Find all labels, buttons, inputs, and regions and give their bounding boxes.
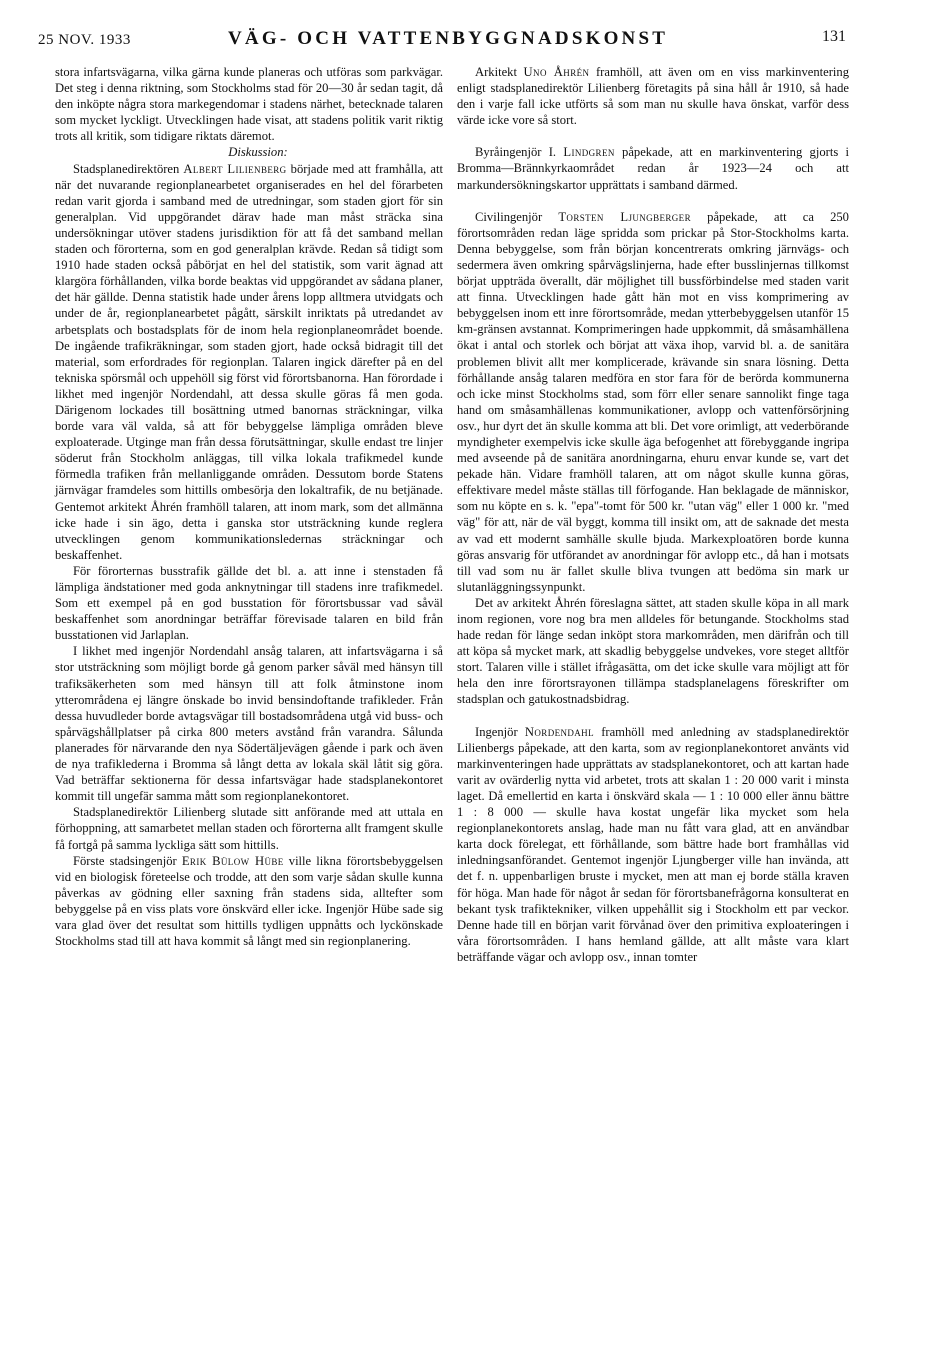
paragraph: För förorternas busstrafik gällde det bl. a. att inne i stenstaden få lämpliga ändstationer med goda anknytningar till stadens inre trafikmedel. Som ett exempel på en god busstation för förortsbussar vad såväl beskaffenhet som anordningar beträffar förevisade talaren en bild från busstationen vid Jarlaplan. xyxy=(55,563,443,643)
speaker-name: Torsten Ljungberger xyxy=(558,209,691,224)
speaker-name: Nordendahl xyxy=(524,724,594,739)
paragraph-text: Byråingenjör I. xyxy=(475,145,557,160)
paragraph xyxy=(457,64,849,128)
paragraph xyxy=(55,161,443,563)
page-number: 131 xyxy=(822,28,846,45)
paragraph-text: Förste stadsingenjör xyxy=(73,853,177,868)
speaker-name: Albert Lilienberg xyxy=(183,161,287,176)
right-column xyxy=(457,64,849,965)
paragraph-text: påpekade, att ca 250 förortsområden redan läge spridda som prickar på Stor-Stockholms karta. Denna bebyggelse, som från början koncentrerats omkring järnvägs- och sedermera även omkring spårvägslinjerna, hade efter busslinjernas tillkomst börjat uppträda överallt, där möjlighet till bussförbindelse med staden varit att finna. Utvecklingen hade gått hän mot en viss komprimering av bebyggelsen inom ett inre förortsområde, medan ytterbebyggelsen utanför 15 km-gränsen avstannat. Komprimeringen hade uppkommit, då småsamhällena ökat i antal och storlek och börjat att växa ihop, varvid bl. a. de sanitära problemen blivit allt mer komplicerade, krävande sin snara lösning. Detta förhållande ansåg talaren medföra en stor fara för de berörda kommunerna och icke minst Stockholms stad, som förr eller senare sannolikt finge taga hand om småsamhällenas kommunikationer, avlopp och vattenförsörjning osv., hur dyrt det än skulle komma att bli. Det vore orimligt, att vederbörande myndigheter exempelvis icke skulle äga befogenhet att förebyggande ingripa med avseende på de sanitära anordningarna, ehuru envar kunde se, vart det pekade hän. Vidare framhöll talaren, att om något skulle kunna göras, effektivare medel måste ställas till förfogande. Han beklagade de människor, som nu köpte en s. k. "epa"-tomt för 500 kr. "utan väg" eller 1 000 kr. "med väg" för att, när de väl byggt, komma till insikt om, att de saknade det mesta av vad ett modernt samhälle skulle bjuda. Markexploatören borde kunna göras ansvarig för utförandet av anordningar för avlopp etc., då han i motsats till vad som nu är fallet skulle bliva tvungen att bedöma sin mark ur slutanläggningssynpunkt. xyxy=(457,209,849,594)
paragraph xyxy=(55,853,443,950)
page-header xyxy=(38,28,846,54)
paragraph xyxy=(457,209,849,595)
section-heading: Diskussion: xyxy=(228,145,288,160)
paragraph-text: framhöll, att även om en viss markinventering enligt stadsplanedirektör Lilienberg företagits på sina håll år 1910, så hade den i varje fall icke utförts så som man nu skulle hava önskat, varför dess värde icke vore så stort. xyxy=(457,65,849,128)
paragraph-text: Stadsplanedirektören xyxy=(73,161,180,176)
journal-title: VÄG- OCH VATTENBYGGNADSKONST xyxy=(228,28,669,49)
paragraph-text: Ingenjör xyxy=(475,724,518,739)
paragraph: I likhet med ingenjör Nordendahl ansåg talaren, att infartsvägarna i så stor utsträckning som möjligt borde gå genom parker såväl med hänsyn till trafiksäkerheten som med hänsyn till att folk åtminstone inom ytterområdena ej längre önskade bo invid bensindoftande trafikleder. Från dessa huvudleder borde avtagsvägar till bostadsområdena utgå vid buss- och spårvägshållplatser på cirka 800 meters avstånd från varandra. Sålunda planerades för närvarande den nya Södertäljevägen gående i park och även de nya trafiklederna i Bromma så långt detta av lokala skäl låtit sig göra. Vad beträffar sektionerna för dessa infartsvägar hade stadsplanekontoret kommit till ungefär samma mått som regionplanekontoret. xyxy=(55,644,443,804)
left-column xyxy=(55,64,443,949)
paragraph-text: började med att framhålla, att när det nuvarande regionplanearbetet organiserades en hel del förarbeten redan varit gjorda i samband med de utredningar, som staden gjort för sin generalplan. Vid uppgörandet därav hade man måst sträcka sina undersökningar utöver stadens jurisdiktion för att få det samband mellan staden och förorterna, som en god generalplan krävde. Redan så tidigt som 1910 hade staden också påbörjat en hel del statistik, som varit ägnad att klargöra förhållanden, vilka borde beaktas vid uppgörandet av sådana planer, det här gällde. Denna statistik hade under årens lopp alltmera utvidgats och under de år, regionplanearbetet pågått, särskilt inriktats på utredandet av arbetsplats och bostadsplats för de inom hela regionplaneområdet boende. De ingående trafikräkningar, som staden gjort, hade också bidragit till det material, som erfordrades för regionplan. Talaren ingick därefter på en del tekniska spörsmål och uppehöll sig först vid förortsbanorna. Han förordade i likhet med ingenjör Nordendahl, att dessa skulle göras få men goda. Därigenom lockades till bosättning utmed banornas sträckningar, vilka borde vara väl valda, så att för bebyggelse lämpliga områden bleve exploaterade. Utginge man från dessa förutsättningar, skulle endast tre linjer söderut från Stockholm anläggas, till vilka lokala trafikmedel kunde förmedla trafiken från mellanliggande områden. Dessutom borde Statens järnvägar framdeles som hittills ombesörja den lokaltrafik, de nu betjänade. Gentemot arkitekt Åhrén framhöll talaren, att inom mark, som det allmänna icke hade i sin ägo, detta i ganska stor utsträckning kunde reglera utvecklingen genom kommunikationsledernas sträckningar och beskaffenhet. xyxy=(55,161,443,562)
paragraph: Det av arkitekt Åhrén föreslagna sättet, att staden skulle köpa in all mark inom regionen, vore nog bra men alldeles för betungande. Stockholms stad hade redan för länge sedan inköpt stora markområden, men därifrån och till att köpa så mycket mark, att skadlig bebyggelse undvekes, vore steget alltför stort. Talaren ville i stället ifrågasätta, om det icke skulle vara möjligt att för hela den inre förortsrayonen tillämpa stadsplanelagens föreskrifter om stadsplan och gatukostnadsbidrag. xyxy=(457,595,849,707)
paragraph-text: Arkitekt xyxy=(475,65,517,79)
paragraph-text: påpekade, att en markinventering gjorts i Bromma—Brännkyrkaområdet redan år 1923—24 och att markundersökningskartor upprättats i samband därmed. xyxy=(457,145,849,192)
paragraph-text: Civilingenjör xyxy=(475,209,543,224)
speaker-name: Lindgren xyxy=(563,145,615,160)
paragraph: stora infartsvägarna, vilka gärna kunde planeras och utföras som parkvägar. Det steg i denna riktning, som Stockholms stad för 20—30 år sedan tagit, då den inköpte några stora markegendomar i stadens närhet, betecknade talaren som mycket lyckligt. Utvecklingen hade visat, att stadens politik varit riktig trots all kritik, som tidigare riktats däremot. xyxy=(55,65,443,144)
paragraph xyxy=(457,724,849,965)
header-date: 25 NOV. 1933 xyxy=(38,32,131,48)
speaker-name: Erik Bülow Hübe xyxy=(181,853,284,868)
paragraph xyxy=(457,144,849,192)
paragraph-text: framhöll med anledning av stadsplanedirektör Lilienbergs påpekade, att den karta, som av regionplanekontoret använts vid markinventeringen hade upprättats av stadsplanekontoret, och att kartan hade varit av ovärderlig nytta vid arbetet, trots att skalan 1 : 20 000 varit i minsta laget. Då emellertid en karta i önskvärd skala — 1 : 10 000 eller ännu bättre 1 : 8 000 — skulle hava kostat ungefär lika mycket som hela regionplanekontorets anslag, hade man nu fått vara glad, att en användbar karta dock förelegat, ett förhållande, som bättre hade bort framhållas vid inledningsanförandet. Gentemot ingenjör Ljungberger ville han invända, att det f. n. uppenbarligen bruste i mycket, men att man ej borde ställa kraven för höga. Man hade för något år sedan för förortsbanefrågorna konsulterat en bekant tysk trafiktekniker, vilken uppehållit sig i Stockholm ett par veckor. Denne hade till en början varit förvånad över den primitiva exploateringen i våra förortsområden. I hans hemland gällde, att allt måste vara klart beträffande vägar och avlopp osv., innan tomter xyxy=(457,724,849,964)
paragraph: Stadsplanedirektör Lilienberg slutade sitt anförande med att uttala en förhoppning, att samarbetet mellan staden och förorterna allt framgent skulle få fortgå på samma lyckliga sätt som hittills. xyxy=(55,805,443,852)
speaker-name: Uno Åhrén xyxy=(523,65,590,79)
paragraph-text: ville likna förortsbebyggelsen vid en biologisk företeelse och trodde, att den som varje sådan skulle kunna påverkas av gödning eller saxning från stadens sida, alltefter som bebyggelse på en viss plats vore önskvärd eller icke. Ingenjör Hübe sade sig vara glad över det resultat som hittills tydligen uppnåtts och lyckönskade Stockholms stad till att hava kommit så långt med sin regionplanering. xyxy=(55,853,444,949)
